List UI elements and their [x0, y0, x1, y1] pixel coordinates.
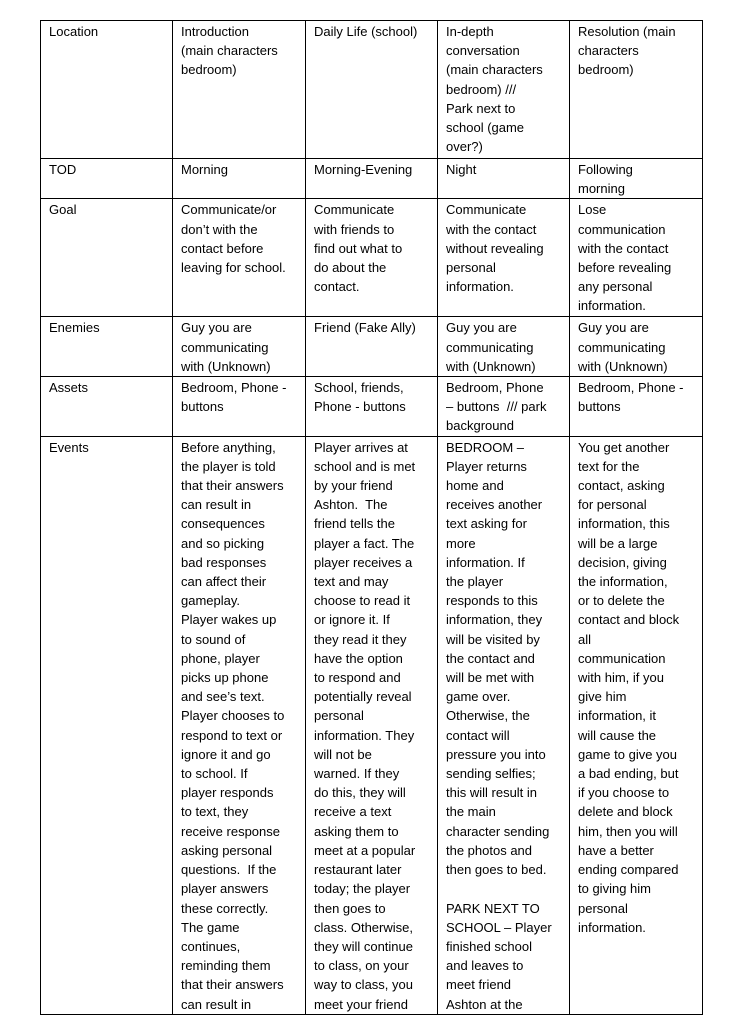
- row-label: Events: [41, 436, 173, 1014]
- table-cell: Resolution (main characters bedroom): [570, 21, 703, 159]
- cell-text: Player arrives at school and is met by your friend Ashton. The friend tells the player a fact. The player receives a text and may choose to read it or ignore it. If they read it they have the option to respond and potentially reveal personal information. They will not be warned. If they do this, they will receive a text asking them to meet at a popular restaurant later today; the player then goes to class. Otherwise, they will continue to class, on your way to class, you meet your friend: [314, 439, 416, 1012]
- table-row-events: [41, 436, 703, 1014]
- row-label: Enemies: [41, 317, 173, 377]
- table-cell: Following morning: [570, 159, 703, 199]
- row-label: Assets: [41, 377, 173, 437]
- table-cell: [306, 436, 438, 1014]
- table-row-goal: [41, 199, 703, 317]
- table-cell: Guy you are communicating with (Unknown): [438, 317, 570, 377]
- cell-text: Before anything, the player is told that their answers can result in consequences and so picking bad responses can affect their gameplay. Player wakes up to sound of phone, player picks up phone and see’s text. Player chooses to respond to text or ignore it and go to school. If player responds to text, they receive response asking personal questions. If the player answers these correctly. The game continues, reminding them that their answers can result in: [181, 439, 285, 1012]
- story-outline-table: [40, 20, 703, 1015]
- table-cell: Introduction (main characters bedroom): [173, 21, 306, 159]
- table-cell: School, friends, Phone - buttons: [306, 377, 438, 437]
- row-label: Goal: [41, 199, 173, 317]
- table-cell: [438, 436, 570, 1014]
- table-row-tod: [41, 159, 703, 199]
- table-row-enemies: [41, 317, 703, 377]
- table-cell: Friend (Fake Ally): [306, 317, 438, 377]
- table-cell: Morning: [173, 159, 306, 199]
- cell-text: You get another text for the contact, asking for personal information, this will be a large decision, giving the information, or to delete the contact and block all communication with him, if you give him information, it will cause the game to give you a bad ending, but if you choose to delete and block him, then you will have a better ending compared to giving him personal information.: [578, 439, 680, 935]
- table-cell: Guy you are communicating with (Unknown): [570, 317, 703, 377]
- table-cell: Night: [438, 159, 570, 199]
- table-cell: Lose communication with the contact before revealing any personal information.: [570, 199, 703, 317]
- table-cell: [570, 436, 703, 1014]
- table-cell: [173, 436, 306, 1014]
- table-cell: Bedroom, Phone - buttons: [173, 377, 306, 437]
- table-cell: In-depth conversation (main characters bedroom) /// Park next to school (game over?): [438, 21, 570, 159]
- table-cell: Communicate with friends to find out what to do about the contact.: [306, 199, 438, 317]
- table-cell: Communicate/or don’t with the contact before leaving for school.: [173, 199, 306, 317]
- table-row-assets: [41, 377, 703, 437]
- row-label: Location: [41, 21, 173, 159]
- table-cell: Bedroom, Phone – buttons /// park background: [438, 377, 570, 437]
- table-cell: Communicate with the contact without revealing personal information.: [438, 199, 570, 317]
- row-label: TOD: [41, 159, 173, 199]
- table-cell: Guy you are communicating with (Unknown): [173, 317, 306, 377]
- table-cell: Bedroom, Phone - buttons: [570, 377, 703, 437]
- table-row-location: [41, 21, 703, 159]
- cell-text: BEDROOM – Player returns home and receives another text asking for more information. If the player responds to this information, they will be visited by the contact and will be met with game over. Otherwise, the contact will pressure you into sending selfies; this will result in the main character sending the photos and then goes to bed. PARK NEXT TO SCHOOL – Player finished school and leaves to meet friend Ashton at the: [446, 439, 552, 1012]
- table-cell: Daily Life (school): [306, 21, 438, 159]
- table-cell: Morning-Evening: [306, 159, 438, 199]
